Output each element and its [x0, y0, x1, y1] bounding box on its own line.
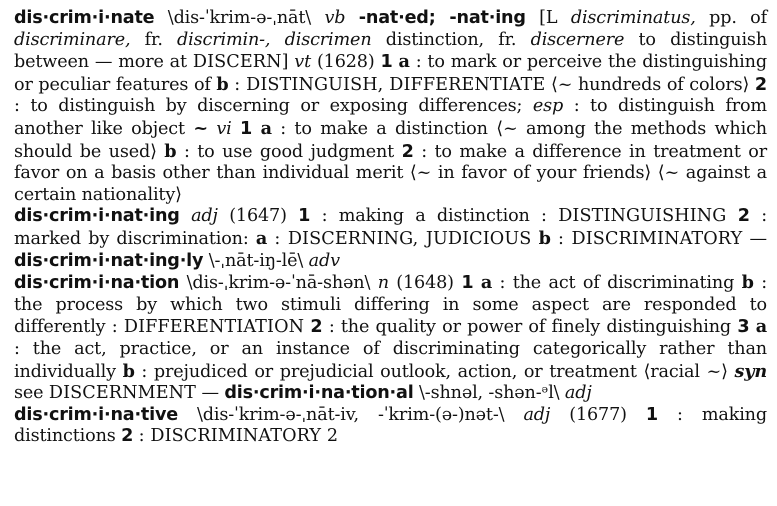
- etymology-word: discernere: [530, 29, 625, 50]
- synonym-text: see: [14, 383, 44, 404]
- sense-letter: a: [398, 51, 410, 73]
- etymology-text: distinction, fr.: [371, 29, 531, 50]
- sense-number: 2: [754, 74, 767, 95]
- label-esp: esp: [532, 96, 564, 117]
- run-on-pronunciation: \-ˌnāt-iŋ-lē\: [208, 250, 304, 271]
- pronunciation: \dis-ˈkrim-ə-ˌnāt-iv, -ˈkrim-(ə-)nət-\: [197, 404, 505, 425]
- run-on-headword: dis·crim·i·na·tion·al: [224, 383, 414, 404]
- part-of-speech: n: [377, 273, 389, 294]
- etymology-word: discriminare,: [14, 29, 131, 50]
- definition: : the act, practice, or an instance of discriminating categorically rather than individually: [14, 338, 767, 382]
- entry-discriminative: [14, 405, 767, 448]
- cross-reference: DISTINGUISHING: [558, 206, 727, 227]
- definition: : to mark or perceive the distinguishing or peculiar features of: [14, 52, 767, 95]
- sense-number: 1: [645, 404, 658, 425]
- etymology-text: pp. of: [695, 8, 767, 28]
- definition: : the quality or power of finely distinguishing: [328, 317, 732, 338]
- sense-number: 2: [121, 426, 134, 447]
- definition: : the process by which two stimuli differing in some aspect are responded to differently :: [14, 273, 767, 338]
- inflections: -nat·ed; -nat·ing: [358, 8, 526, 28]
- run-on-dash: —: [749, 228, 767, 249]
- part-of-speech: adj: [564, 383, 592, 404]
- sense-number: 1: [298, 206, 311, 227]
- etymology-open: [L: [539, 8, 571, 28]
- run-on-pronunciation: \-shnəl, -shən-ᵊl\: [419, 383, 560, 404]
- example: ⟨~ hundreds of colors⟩: [551, 74, 750, 95]
- etymology-text: fr.: [130, 29, 178, 50]
- pronunciation: \dis-ˌkrim-ə-ˈnā-shən\: [186, 273, 371, 294]
- definition: : to make a distinction ⟨~ among the methods which should be used⟩: [14, 118, 767, 162]
- cross-reference: DISCERN: [192, 52, 282, 73]
- cross-reference: DIFFERENTIATION: [123, 317, 305, 338]
- definition: : prejudiced or prejudicial outlook, action, or treatment ⟨racial ~⟩: [141, 361, 728, 382]
- sense-letter: b: [122, 360, 135, 382]
- pronunciation: \dis-ˈkrim-ə-ˌnāt\: [167, 8, 312, 28]
- part-of-speech: adj: [523, 404, 551, 425]
- sense-number: 2: [737, 206, 750, 227]
- date: (1647): [229, 206, 287, 227]
- etymology-word: discriminatus,: [570, 8, 696, 28]
- cross-reference: DISCERNMENT: [48, 383, 197, 404]
- sense-letter: a: [755, 316, 768, 338]
- date: (1648): [396, 273, 454, 294]
- run-on-dash: —: [201, 383, 219, 404]
- date: (1677): [569, 404, 627, 425]
- part-of-speech: vi: [216, 118, 232, 139]
- sense-letter: a: [255, 227, 268, 249]
- etymology-text: to distinguish between — more at: [14, 29, 767, 73]
- cross-reference: : DISTINGUISH, DIFFERENTIATE: [234, 74, 546, 95]
- sense-letter: a: [260, 117, 272, 139]
- entry-discrimination: [14, 272, 767, 405]
- run-on-headword: dis·crim·i·nat·ing·ly: [14, 250, 204, 271]
- sense-number: 1: [461, 273, 474, 294]
- cross-reference: : DISCERNING, JUDICIOUS: [274, 228, 532, 249]
- definition: : to make a difference in treatment or favor on a basis other than individual merit ⟨~ in favor of your friends⟩ ⟨~ against a certain nationality⟩: [14, 141, 767, 205]
- cross-reference: : DISCRIMINATORY 2: [138, 426, 339, 447]
- definition: : to distinguish by discerning or exposing differences;: [14, 96, 523, 117]
- part-of-speech: adv: [308, 250, 340, 271]
- entry-discriminating: [14, 206, 767, 272]
- sense-letter: b: [538, 227, 551, 249]
- headword: dis·crim·i·na·tion: [14, 273, 180, 294]
- sense-number: 3: [737, 317, 750, 338]
- sense-letter: b: [741, 272, 754, 294]
- etymology-word: discrimin-, discrimen: [177, 29, 372, 50]
- part-of-speech: vt: [294, 52, 311, 73]
- date: (1628): [316, 52, 375, 73]
- definition: : the act of discriminating: [499, 273, 735, 294]
- part-of-speech: adj: [191, 206, 218, 227]
- headword: dis·crim·i·nat·ing: [14, 206, 180, 227]
- definition: : making distinctions: [14, 404, 767, 447]
- definition: : to distinguish from another like object: [14, 96, 767, 139]
- headword: dis·crim·i·na·tive: [14, 404, 178, 425]
- cross-reference: : DISCRIMINATORY: [558, 228, 743, 249]
- sense-number: 2: [310, 317, 323, 338]
- sense-number: 1: [380, 52, 393, 73]
- sense-number: 1: [240, 118, 253, 139]
- etymology-close: ]: [281, 52, 289, 73]
- definition: : to use good judgment: [183, 141, 395, 162]
- sense-letter: b: [164, 140, 177, 162]
- sense-number: 2: [401, 141, 414, 162]
- sense-letter: a: [480, 272, 493, 294]
- headword: dis·crim·i·nate: [14, 8, 155, 28]
- part-of-speech: vb: [324, 8, 346, 28]
- sense-letter: b: [216, 73, 229, 95]
- definition: : marked by discrimination:: [14, 206, 767, 249]
- swung-dash: ~: [193, 117, 208, 139]
- entry-discriminate: [14, 8, 767, 206]
- synonym-label: syn: [734, 360, 767, 382]
- definition: : making a distinction :: [321, 206, 547, 227]
